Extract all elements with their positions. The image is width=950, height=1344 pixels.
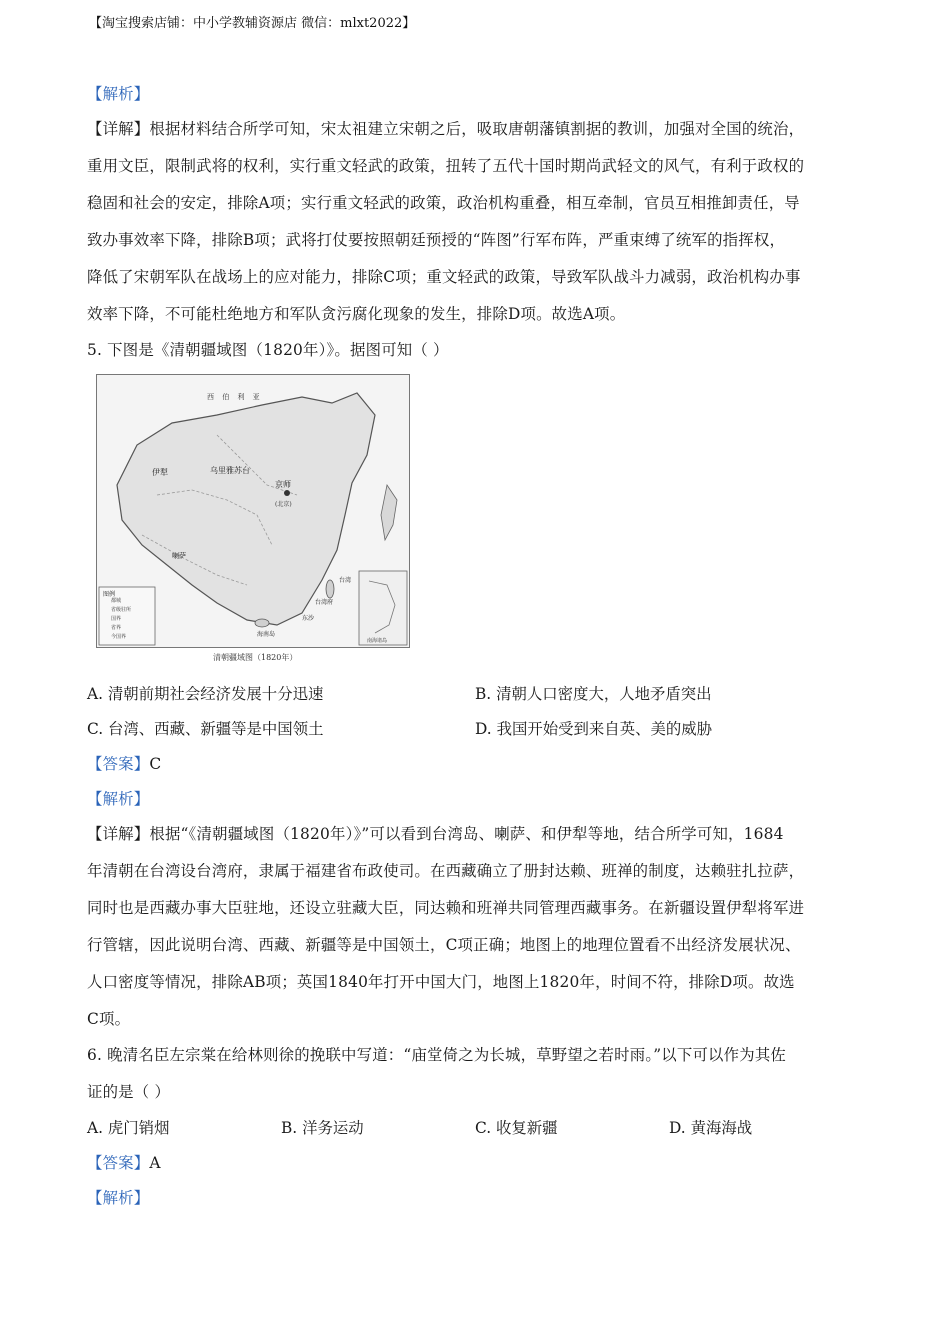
q5-detail-line-5: 人口密度等情况，排除AB项；英国1840年打开中国大门，地图上1820年，时间不符，排除D项。故选 [87, 973, 795, 991]
q6-answer [87, 1151, 161, 1173]
map-label-yili: 伊犁 [152, 468, 168, 477]
q5-option-b: B. 清朝人口密度大，人地矛盾突出 [475, 685, 712, 703]
q6-analysis-label: 【解析】 [87, 1189, 150, 1207]
q5-detail-label: 【详解】 [87, 825, 150, 843]
q5-detail-line-3: 同时也是西藏办事大臣驻地，还设立驻藏大臣，同达赖和班禅共同管理西藏事务。在新疆设置伊犁将军进 [87, 899, 805, 917]
q6-option-a: A. 虎门销烟 [87, 1119, 170, 1137]
map-legend-item-3: 国界 [111, 616, 122, 622]
map-label-lasa: 喇萨 [172, 552, 186, 560]
q4-detail-line-4: 致办事效率下降，排除B项；武将打仗要按照朝廷预授的“阵图”行军布阵，严重束缚了统军的指挥权， [87, 231, 786, 249]
q6-option-b: B. 洋务运动 [281, 1119, 364, 1137]
q5-question: 5. 下图是《清朝疆域图（1820年）》。据图可知（ ） [87, 341, 449, 359]
q6-question-line-2: 证的是（ ） [87, 1083, 171, 1101]
page-header: 【淘宝搜索店铺：中小学教辅资源店 微信：mlxt2022】 [89, 16, 416, 31]
q5-detail-line-1 [87, 822, 784, 844]
q5-option-c: C. 台湾、西藏、新疆等是中国领土 [87, 720, 324, 738]
q5-detail-line-6: C项。 [87, 1010, 131, 1028]
q5-option-d: D. 我国开始受到来自英、美的威胁 [475, 720, 713, 738]
map-label-beijing: (北京) [275, 501, 292, 508]
q5-detail-line-4: 行管辖，因此说明台湾、西藏、新疆等是中国领土，C项正确；地图上的地理位置看不出经济发展状况、 [87, 936, 801, 954]
q6-option-c: C. 收复新疆 [475, 1119, 558, 1137]
map-label-hainan: 海南岛 [257, 631, 276, 638]
q5-detail-line-2: 年清朝在台湾设台湾府，隶属于福建省布政使司。在西藏确立了册封达赖、班禅的制度，达赖驻扎拉萨， [87, 862, 805, 880]
map-legend-title: 图例 [103, 591, 116, 598]
q4-detail-line-6: 效率下降，不可能杜绝地方和军队贪污腐化现象的发生，排除D项。故选A项。 [87, 305, 626, 323]
map-label-dongsha: 东沙 [302, 615, 315, 622]
map-label-siberia: 西 伯 利 亚 [207, 393, 263, 401]
q6-question-line-1: 6. 晚清名臣左宗棠在给林则徐的挽联中写道：“庙堂倚之为长城，草野望之若时雨。”以下可以作为其佐 [87, 1046, 787, 1064]
map-label-wuliyasutai: 乌里雅苏台 [210, 466, 250, 475]
q4-detail-line-2: 重用文臣，限制武将的权利，实行重文轻武的政策，扭转了五代十国时期尚武轻文的风气，有利于政权的 [87, 157, 805, 175]
q4-analysis-label: 【解析】 [87, 85, 150, 103]
q4-detail-line-5: 降低了宋朝军队在战场上的应对能力，排除C项；重文轻武的政策，导致军队战斗力减弱，政治机构办事 [87, 268, 801, 286]
q5-answer [87, 752, 161, 774]
map-legend-item-1: 都城 [111, 598, 122, 604]
map-caption: 清朝疆域图（1820年） [213, 653, 298, 662]
q4-detail-line-1 [87, 117, 804, 139]
map-inset-label: 南海诸岛 [367, 638, 388, 644]
q4-detail-line-3: 稳固和社会的安定，排除A项；实行重文轻武的政策，政治机构重叠，相互牵制，官员互相推卸责任，导 [87, 194, 800, 212]
map-legend-item-5: 今国界 [111, 634, 127, 640]
q5-analysis-label: 【解析】 [87, 790, 150, 808]
q5-answer-value: C [149, 755, 162, 773]
map-label-taiwanfu: 台湾府 [315, 599, 334, 606]
q6-answer-label: 【答案】 [87, 1154, 150, 1172]
q5-option-a: A. 清朝前期社会经济发展十分迅速 [87, 685, 324, 703]
q6-option-d: D. 黄海海战 [669, 1119, 753, 1137]
q4-detail-label: 【详解】 [87, 120, 150, 138]
map-legend-item-2: 省级驻所 [111, 607, 132, 613]
map-graphic [97, 375, 409, 647]
map-legend-item-4: 省界 [111, 625, 122, 631]
q4-detail-text-1: 根据材料结合所学可知，宋太祖建立宋朝之后，吸取唐朝藩镇割据的教训，加强对全国的统治， [149, 120, 805, 138]
map-label-jingshi: 京师 [275, 480, 291, 489]
q5-detail-text-1: 根据“《清朝疆域图（1820年）》”可以看到台湾岛、喇萨、和伊犁等地，结合所学可知，1684 [149, 825, 784, 843]
map-label-taiwan: 台湾 [339, 577, 352, 584]
q5-answer-label: 【答案】 [87, 755, 150, 773]
q6-answer-value: A [149, 1154, 161, 1172]
qing-territory-map [96, 374, 410, 648]
